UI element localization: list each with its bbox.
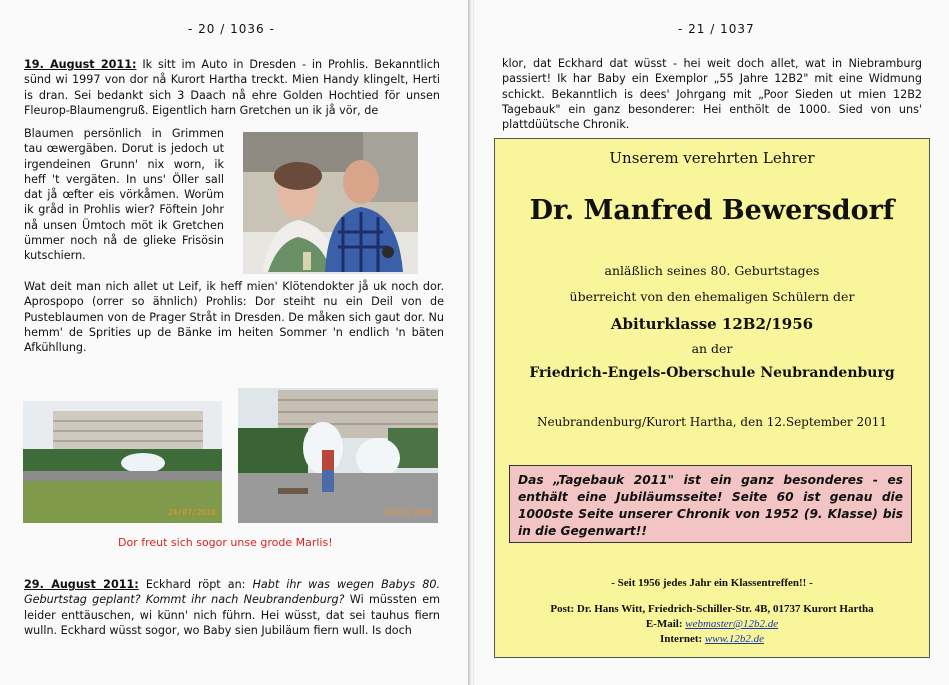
photo-couple-at-table xyxy=(243,132,418,274)
footer-post: Post: Dr. Hans Witt, Friedrich-Schiller-Str. 4B, 01737 Kurort Hartha xyxy=(550,603,874,615)
entry-text: Eckhard röpt an: xyxy=(138,578,253,591)
entry-text: Ik sitt im Auto in Dresden - in Prohlis. Bekanntlich sünd wi 1997 von dor nå Kurort Hartha treckt. Mien Handy klingelt, Herti is dran. Sei bedankt sich 3 Daach nå ehre Golden Hochtied för unsen Fleurop-Blaumengruß. Eigentlich harn Gretchen un ik jå vör, de xyxy=(24,58,440,117)
entry-29-august xyxy=(24,577,440,638)
entry-text: Wi müssten em leider enttäuschen, wi künn' nich führn. Hei wüsst, dat sei tauhus fiern wulln. Eckhard wüsst sogor, wo Baby sien Jubiläum fiern wull. Is doch xyxy=(24,593,440,637)
page-number-left: - 20 / 1036 - xyxy=(188,22,275,36)
footer-internet-label: Internet: xyxy=(660,633,703,645)
dedication-line-2: anläßlich seines 80. Geburtstages xyxy=(604,263,820,278)
dedication-card xyxy=(494,138,930,658)
entry-date: 19. August 2011: xyxy=(24,58,137,71)
entry-19-august-rest: Wat deit man nich allet ut Leif, ik heff mien' Klötendokter jå uk noch dor. Aprospopo (orrer so ähnlich) Prohlis: Dor steiht nu ein Deil von de Pusteblaumen von de Prager Stråt in Dresden. De måken sich gaut dor. Nu hemm' de Sprities up de Bänke im heiten Sommer 'n endlich 'n bäten Afkühllung. xyxy=(24,280,444,355)
footer-email-label: E-Mail: xyxy=(645,618,683,630)
highlight-text: Das „Tagebauk 2011" ist ein ganz besonderes - es enthält eine Jubiläumsseite! Seite 60 ist genau die 1000ste Seite unserer Chronik von 1952 (9. Klasse) bis in die Gegenwart!! xyxy=(518,473,903,538)
email-link[interactable]: webmaster@12b2.de xyxy=(685,618,779,630)
dedication-school: Friedrich-Engels-Oberschule Neubrandenburg xyxy=(529,365,895,381)
entry-date: 29. August 2011: xyxy=(24,578,139,591)
photo-fountains-left xyxy=(23,401,222,523)
dedication-line-4: an der xyxy=(691,341,733,356)
photo-fountains-right xyxy=(238,388,438,523)
photo-date-stamp: 24/07/2010 xyxy=(167,508,216,517)
dedication-line-3: überreicht von den ehemaligen Schülern der xyxy=(569,289,855,304)
footer-internet-row xyxy=(495,633,929,645)
entry-19-august-wrap: Blaumen persönlich in Grimmen tau œwergäben. Dorut is jedoch ut irgendeinen Grunn' nix worn, ik heff 't vergäten. In uns' Öller sall dat jå œfter eis vörkåmen. Worüm ik gråd in Prohlis wier? Föftein Johr nå unsen Ümtoch möt ik Gretchen ümmer noch nå de glieke Frisösin kutschiern. xyxy=(24,127,224,263)
dedication-line-1: Unserem verehrten Lehrer xyxy=(609,149,815,167)
photo-date-stamp: 24/07/2010 xyxy=(383,508,432,517)
footer-email-row xyxy=(495,618,929,630)
photo-caption: Dor freut sich sogor unse grode Marlis! xyxy=(118,536,333,549)
photo-couple-image xyxy=(243,132,418,274)
dedication-class: Abiturklasse 12B2/1956 xyxy=(610,315,814,333)
entry-quote: Habt ihr was wegen Babys 80. Geburtstag geplant? Kommt ihr nach Neubrandenburg? xyxy=(24,578,440,607)
dedication-name: Dr. Manfred Bewersdorf xyxy=(529,195,895,226)
internet-link[interactable]: www.12b2.de xyxy=(704,633,764,645)
right-paragraph: klor, dat Eckhard dat wüsst - hei weit doch allet, wat in Niebramburg passiert! Ik har Baby ein Exemplor „55 Jahre 12B2" mit eine Widmung schickt. Bekanntlich is dees' Johrgang mit „Poor Sieden ut mien 12B2 Tagebauk" ein ganz besonderer: Hei enthölt de 1000. Sied von uns' plattdüütsche Chronik. xyxy=(502,57,922,132)
photo-fountains-left-image xyxy=(23,401,222,523)
entry-19-august-intro xyxy=(24,57,440,118)
page-number-right: - 21 / 1037 xyxy=(678,22,755,36)
left-page xyxy=(0,0,470,685)
dedication-place-date: Neubrandenburg/Kurort Hartha, den 12.September 2011 xyxy=(536,415,888,429)
photo-fountains-right-image xyxy=(238,388,438,523)
right-page xyxy=(474,0,949,685)
footer-since: - Seit 1956 jedes Jahr ein Klassentreffen!! - xyxy=(611,577,813,589)
highlight-box xyxy=(509,465,912,543)
